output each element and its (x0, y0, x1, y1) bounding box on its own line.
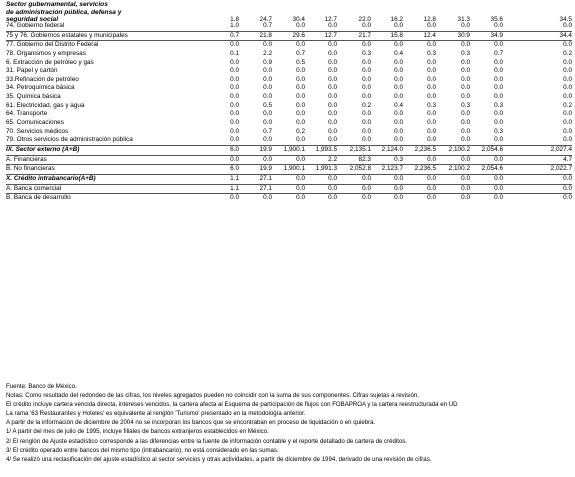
cell-value: 0.0 (427, 58, 436, 66)
cell-value: 34.5 (559, 16, 572, 23)
row-label: 31. Papel y cartón (6, 67, 58, 75)
cell-value: 2,100.2 (448, 165, 470, 173)
cell-value: 0.0 (328, 67, 337, 75)
cell-value: 0.0 (230, 119, 239, 127)
cell-value: 0.0 (563, 184, 572, 192)
cell-value: 34.9 (490, 31, 503, 39)
cell-value: 0.0 (494, 58, 503, 66)
cell-value: 0.0 (563, 22, 572, 29)
data-table (6, 22, 572, 203)
heading-line: seguridad social (6, 16, 59, 23)
cell-value: 2,052.8 (349, 165, 371, 173)
cell-value: 0.0 (230, 67, 239, 75)
row-label: 35. Química básica (6, 93, 61, 101)
footnote-line: El crédito incluye cartera vencida directa, intereses vencidos, la cartera afecta al Esquema de participación de flujos con FOBAPROA y la cartera reestructurada en UD (6, 401, 458, 409)
cell-value: 0.0 (427, 22, 436, 29)
cell-value: 21.7 (358, 31, 371, 39)
cell-value: 6.0 (230, 145, 239, 153)
row-label: 75 y 76. Gobiernos estatales y municipales (6, 31, 128, 39)
cell-value: 0.0 (394, 93, 403, 101)
cell-value: 0.0 (296, 136, 305, 144)
cell-value: 0.0 (494, 184, 503, 192)
cell-value: 29.6 (292, 31, 305, 39)
cell-value: 0.0 (263, 194, 272, 202)
cell-value: 0.0 (494, 136, 503, 144)
cell-value: 0.0 (494, 174, 503, 182)
cell-value: 0.0 (263, 155, 272, 163)
cell-value: 0.0 (461, 58, 470, 66)
cell-value: 0.0 (394, 110, 403, 118)
cell-value: 0.0 (362, 119, 371, 127)
cell-value: 0.0 (296, 84, 305, 92)
cell-value: 0.0 (394, 184, 403, 192)
cell-value: 0.0 (230, 110, 239, 118)
footnote-line: 1/ A partir del mes de julio de 1995, incluye filiales de bancos extranjeros establecidos en México. (6, 428, 269, 436)
cell-value: 0.0 (563, 84, 572, 92)
cell-value: 0.0 (296, 67, 305, 75)
cell-value: 0.3 (494, 101, 503, 109)
cell-value: 0.0 (427, 127, 436, 135)
cell-value: 0.0 (328, 101, 337, 109)
cell-value: 0.0 (263, 41, 272, 49)
cell-value: 0.0 (494, 119, 503, 127)
cell-value: 1.1 (230, 174, 239, 182)
cell-value: 0.0 (394, 67, 403, 75)
cell-value: 0.0 (461, 22, 470, 29)
cell-value: 0.0 (394, 58, 403, 66)
cell-value: 0.0 (263, 136, 272, 144)
cell-value: 0.0 (362, 184, 371, 192)
cell-value: 2,022.7 (550, 165, 572, 173)
cell-value: 0.0 (494, 110, 503, 118)
row-label: B. Banca de desarrollo (6, 194, 71, 202)
cell-value: 0.0 (362, 194, 371, 202)
cell-value: 0.0 (328, 184, 337, 192)
row-label: 77. Gobierno del Distrito Federal (6, 41, 99, 49)
cell-value: 0.0 (328, 22, 337, 29)
cell-value: 0.0 (494, 155, 503, 163)
cell-value: 0.0 (328, 84, 337, 92)
cell-value: 0.0 (328, 127, 337, 135)
cell-value: 0.0 (494, 84, 503, 92)
cell-value: 0.0 (328, 194, 337, 202)
cell-value: 0.5 (296, 58, 305, 66)
table-row (6, 102, 572, 111)
cell-value: 0.0 (427, 119, 436, 127)
cell-value: 0.0 (563, 136, 572, 144)
footnotes (6, 382, 572, 464)
cell-value: 0.0 (362, 84, 371, 92)
table-row (6, 136, 572, 146)
cell-value: 0.0 (263, 84, 272, 92)
cell-value: 0.0 (461, 41, 470, 49)
row-label: 61. Electricidad, gas y agua (6, 101, 85, 109)
cell-value: 0.0 (427, 67, 436, 75)
cell-value: 0.0 (494, 75, 503, 83)
cell-value: 0.2 (563, 49, 572, 57)
cell-value: 0.0 (461, 93, 470, 101)
cell-value: 0.0 (427, 110, 436, 118)
cell-value: 0.0 (563, 174, 572, 182)
cell-value: 0.0 (427, 84, 436, 92)
cell-value: 0.0 (461, 119, 470, 127)
row-label: 70. Servicios médicos (6, 127, 69, 135)
cell-value: 0.3 (461, 101, 470, 109)
cell-value: 0.0 (563, 41, 572, 49)
cell-value: 30.9 (457, 31, 470, 39)
cell-value: 0.0 (563, 93, 572, 101)
cell-value: 2,027.4 (550, 145, 572, 153)
cell-value: 0.0 (494, 67, 503, 75)
cell-value: 0.0 (328, 93, 337, 101)
cell-value: 0.0 (461, 155, 470, 163)
cell-value: 0.0 (563, 119, 572, 127)
heading-line: de administración pública, defensa y (6, 8, 122, 16)
cell-value: 0.0 (394, 75, 403, 83)
cell-value: 0.0 (427, 41, 436, 49)
cell-value: 0.0 (230, 194, 239, 202)
row-label: 79. Otros servicios de administración pública (6, 136, 133, 144)
cell-value: 0.0 (494, 93, 503, 101)
cell-value: 0.0 (461, 174, 470, 182)
cell-value: 1.1 (230, 184, 239, 192)
cell-value: 0.0 (427, 194, 436, 202)
cell-value: 0.0 (230, 101, 239, 109)
table-row (6, 194, 572, 203)
cell-value: 0.0 (296, 194, 305, 202)
cell-value: 0.0 (394, 22, 403, 29)
cell-value: 0.0 (296, 184, 305, 192)
cell-value: 0.0 (461, 136, 470, 144)
cell-value: 1.0 (230, 22, 239, 29)
cell-value: 0.7 (230, 31, 239, 39)
cell-value: 0.0 (563, 127, 572, 135)
cell-value: 0.0 (362, 67, 371, 75)
cell-value: 0.0 (230, 127, 239, 135)
cell-value: 0.0 (362, 22, 371, 29)
cell-value: 0.0 (394, 127, 403, 135)
cell-value: 0.3 (427, 101, 436, 109)
cell-value: 0.3 (461, 49, 470, 57)
row-label: 6. Extracción de petróleo y gas (6, 58, 94, 66)
cell-value: 0.5 (263, 101, 272, 109)
cell-value: 0.0 (296, 93, 305, 101)
cell-value: 2,100.2 (448, 145, 470, 153)
cell-value: 0.0 (263, 75, 272, 83)
cell-value: 0.1 (230, 49, 239, 57)
cell-value: 0.3 (362, 49, 371, 57)
table-row (6, 41, 572, 50)
cell-value: 30.4 (292, 16, 305, 23)
cell-value: 12.4 (423, 31, 436, 39)
row-label: X. Crédito intrabancario(A+B) (6, 174, 96, 182)
footnote-line: 4/ Se realizó una reclasificación del ajuste estadístico al sector servicios y otras actividades, a partir de diciembre de 1994, derivado de una revisión de cifras. (6, 455, 432, 463)
row-label: 74. Gobierno federal (6, 22, 65, 29)
cell-value: 0.0 (427, 93, 436, 101)
row-label: 34. Petroquímica básica (6, 84, 75, 92)
table-row (6, 128, 572, 137)
cell-value: 0.0 (461, 84, 470, 92)
cell-value: 27.1 (259, 184, 272, 192)
cell-value: 0.0 (230, 93, 239, 101)
table-row (6, 110, 572, 119)
row-label: 78. Organismos y empresas (6, 49, 86, 57)
footnote-line: 2/ El renglón de Ajuste estadístico corresponde a las diferencias entre la fuente de información contable y el reporte detallado de cartera de créditos. (6, 437, 408, 445)
cell-value: 0.0 (563, 110, 572, 118)
cell-value: 0.0 (427, 75, 436, 83)
cell-value: 0.0 (263, 93, 272, 101)
cell-value: 0.2 (362, 101, 371, 109)
cell-value: 0.0 (328, 58, 337, 66)
row-label: 64. Transporte (6, 110, 48, 118)
cell-value: 0.0 (394, 84, 403, 92)
cell-value: 19.9 (259, 165, 272, 173)
table-row (6, 119, 572, 128)
cell-value: 0.0 (427, 136, 436, 144)
cell-value: 0.0 (328, 136, 337, 144)
cell-value: 0.7 (263, 22, 272, 29)
cell-value: 0.2 (296, 127, 305, 135)
table-row (6, 93, 572, 102)
cell-value: 16.2 (390, 16, 403, 23)
cell-value: 0.0 (263, 119, 272, 127)
cell-value: 0.9 (263, 58, 272, 66)
cell-value: 0.0 (362, 58, 371, 66)
cell-value: 0.3 (494, 127, 503, 135)
cell-value: 6.0 (230, 165, 239, 173)
cell-value: 0.0 (461, 110, 470, 118)
cell-value: 0.0 (427, 155, 436, 163)
heading-line: Sector gubernamental, servicios (6, 1, 108, 8)
cell-value: 27.1 (259, 174, 272, 182)
cell-value: 2,123.7 (381, 165, 403, 173)
cell-value: 2,124.0 (381, 145, 403, 153)
table-row (6, 146, 572, 156)
cell-value: 0.0 (362, 127, 371, 135)
row-label: 65. Comunicaciones (6, 119, 64, 127)
table-row (6, 185, 572, 195)
cell-value: 0.0 (563, 67, 572, 75)
cell-value: 0.0 (328, 75, 337, 83)
cell-value: 0.0 (494, 194, 503, 202)
cell-value: 21.8 (259, 31, 272, 39)
cell-value: 0.0 (296, 75, 305, 83)
cell-value: 0.0 (230, 136, 239, 144)
cell-value: 0.0 (427, 184, 436, 192)
cell-value: 0.0 (230, 58, 239, 66)
cell-value: 34.4 (559, 31, 572, 39)
cell-value: 0.0 (362, 93, 371, 101)
table-row (6, 32, 572, 42)
cell-value: 0.0 (296, 101, 305, 109)
cell-value: 0.0 (230, 75, 239, 83)
cell-value: 2.2 (263, 49, 272, 57)
cell-value: 0.3 (427, 49, 436, 57)
footnote-line: Fuente: Banco de México. (6, 383, 77, 390)
cell-value: 0.0 (394, 136, 403, 144)
cell-value: 0.0 (296, 110, 305, 118)
table-row (6, 76, 572, 85)
cell-value: 0.0 (328, 110, 337, 118)
row-label: A. Banca comercial (6, 184, 62, 192)
cell-value: 22.0 (358, 16, 371, 23)
cell-value: 0.0 (461, 194, 470, 202)
cell-value: 0.0 (394, 194, 403, 202)
cell-value: 2,054.6 (481, 165, 503, 173)
cell-value: 82.3 (358, 155, 371, 163)
table-row (6, 84, 572, 93)
row-label: IX. Sector externo (A+B) (6, 145, 80, 153)
cell-value: 0.0 (296, 119, 305, 127)
cell-value: 0.3 (394, 155, 403, 163)
table-row (6, 175, 572, 185)
cell-value: 35.6 (490, 16, 503, 23)
cell-value: 0.0 (563, 75, 572, 83)
cell-value: 0.7 (263, 127, 272, 135)
cell-value: 2.2 (328, 155, 337, 163)
cell-value: 19.9 (259, 145, 272, 153)
row-label: 33.Refinación de petróleo (6, 75, 79, 83)
cell-value: 1,993.5 (315, 145, 337, 153)
cell-value: 0.0 (461, 127, 470, 135)
cell-value: 0.0 (296, 22, 305, 29)
cell-value: 0.0 (362, 41, 371, 49)
cell-value: 0.0 (427, 174, 436, 182)
cell-value: 0.0 (230, 41, 239, 49)
footnote-line: La rama '63 Restaurantes y Hoteles' es equivalente al renglón 'Turismo' presentado en la metodología anterior. (6, 410, 306, 418)
cell-value: 0.0 (296, 174, 305, 182)
cell-value: 4.7 (563, 155, 572, 163)
cell-value: 0.0 (296, 155, 305, 163)
cell-value: 0.0 (494, 22, 503, 29)
cell-value: 2,236.5 (414, 145, 436, 153)
cell-value: 0.0 (230, 155, 239, 163)
cell-value: 0.0 (328, 119, 337, 127)
cell-value: 0.0 (328, 41, 337, 49)
cell-value: 0.7 (494, 49, 503, 57)
cell-value: 0.0 (563, 58, 572, 66)
cell-value: 0.0 (461, 184, 470, 192)
cell-value: 0.0 (230, 84, 239, 92)
cell-value: 1,991.3 (315, 165, 337, 173)
cell-value: 0.4 (394, 101, 403, 109)
cell-value: 0.0 (394, 119, 403, 127)
cell-value: 0.0 (461, 67, 470, 75)
table-row (6, 50, 572, 59)
footnote-line: Notas: Como resultado del redondeo de las cifras, los niveles agregados pueden no coincidir con la suma de sus componentes. Cifras sujetas a revisión. (6, 392, 419, 400)
cell-value: 0.0 (296, 41, 305, 49)
cell-value: 12.7 (324, 16, 337, 23)
cell-value: 0.0 (362, 75, 371, 83)
cell-value: 0.0 (362, 174, 371, 182)
cell-value: 0.0 (362, 136, 371, 144)
cell-value: 1.8 (230, 16, 239, 23)
cell-value: 24.7 (259, 16, 272, 23)
cell-value: 0.0 (263, 110, 272, 118)
table-row (6, 156, 572, 166)
cell-value: 1,900.1 (283, 165, 305, 173)
cell-value: 0.2 (563, 101, 572, 109)
row-label: B. No financieras (6, 165, 55, 173)
cell-value: 12.8 (423, 16, 436, 23)
cell-value: 2,236.5 (414, 165, 436, 173)
cell-value: 0.7 (296, 49, 305, 57)
cell-value: 0.0 (394, 174, 403, 182)
footnote-line: A partir de la información de diciembre de 2004 no se incorporan los bancos que se encontraban en proceso de liquidación o en quiebra. (6, 419, 376, 427)
row-label: A. Financieras (6, 155, 47, 163)
cell-value: 0.0 (461, 75, 470, 83)
cell-value: 1,900.1 (283, 145, 305, 153)
footnote-line: 3/ El crédito operado entre bancos del mismo tipo (intrabancario), no está considerado en las sumas. (6, 446, 279, 454)
cell-value: 0.0 (362, 110, 371, 118)
table-row (6, 22, 572, 32)
cell-value: 2,054.6 (481, 145, 503, 153)
cell-value: 0.0 (563, 194, 572, 202)
cell-value: 12.7 (324, 31, 337, 39)
cell-value: 0.0 (328, 174, 337, 182)
cell-value: 0.4 (394, 49, 403, 57)
cell-value: 0.0 (394, 41, 403, 49)
cell-value: 2,135.1 (349, 145, 371, 153)
cell-value: 31.3 (457, 16, 470, 23)
table-row (6, 165, 572, 175)
table-row (6, 67, 572, 76)
cell-value: 0.0 (494, 41, 503, 49)
table-row (6, 59, 572, 68)
cell-value: 0.0 (328, 49, 337, 57)
cell-value: 15.8 (390, 31, 403, 39)
cell-value: 0.0 (263, 67, 272, 75)
